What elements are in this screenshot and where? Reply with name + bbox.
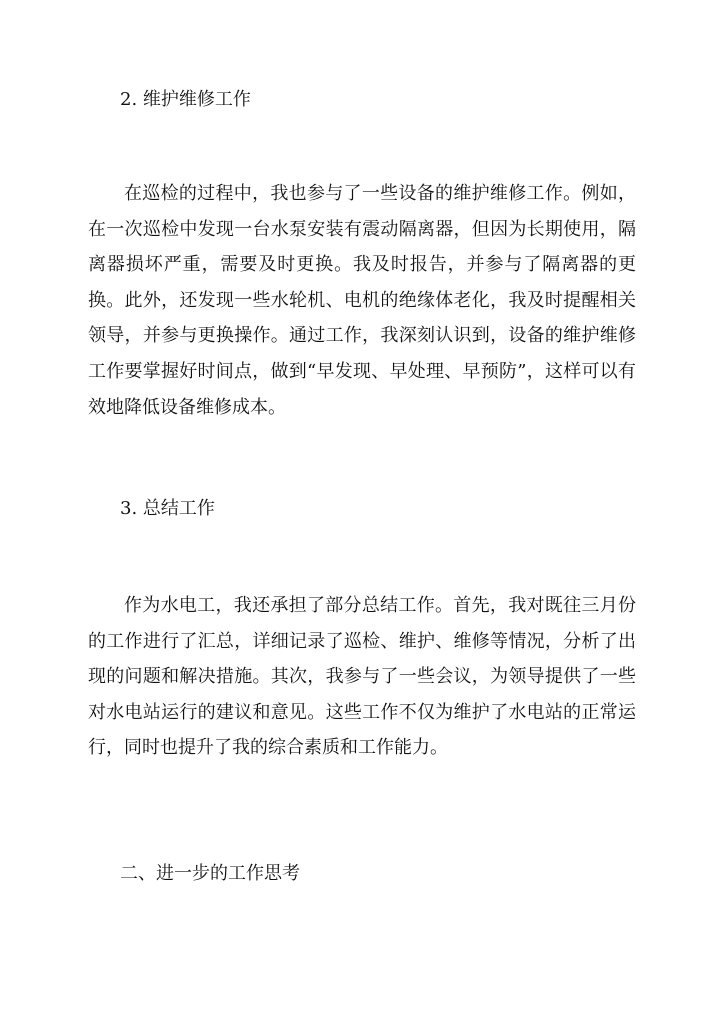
section-heading-further-thinking: 二、进一步的工作思考 xyxy=(120,863,300,884)
section-heading-summary: 3. 总结工作 xyxy=(120,498,215,519)
paragraph-summary: 作为水电工，我还承担了部分总结工作。首先，我对既往三月份的工作进行了汇总，详细记录了巡检、维护、维修等情况，分析了出现的问题和解决措施。其次，我参与了一些会议，为领导提供了一些对水电站运行的建议和意见。这些工作不仅为维护了水电站的正常运行，同时也提升了我的综合素质和工作能力。 xyxy=(88,595,636,759)
section-heading-maintenance: 2. 维护维修工作 xyxy=(120,89,251,110)
paragraph-maintenance: 在巡检的过程中，我也参与了一些设备的维护维修工作。例如，在一次巡检中发现一台水泵安装有震动隔离器，但因为长期使用，隔离器损坏严重，需要及时更换。我及时报告，并参与了隔离器的更换。此外，还发现一些水轮机、电机的绝缘体老化，我及时提醒相关领导，并参与更换操作。通过工作，我深刻认识到，设备的维护维修工作要掌握好时间点，做到“早发现、早处理、早预防”，这样可以有效地降低设备维修成本。 xyxy=(88,183,636,418)
